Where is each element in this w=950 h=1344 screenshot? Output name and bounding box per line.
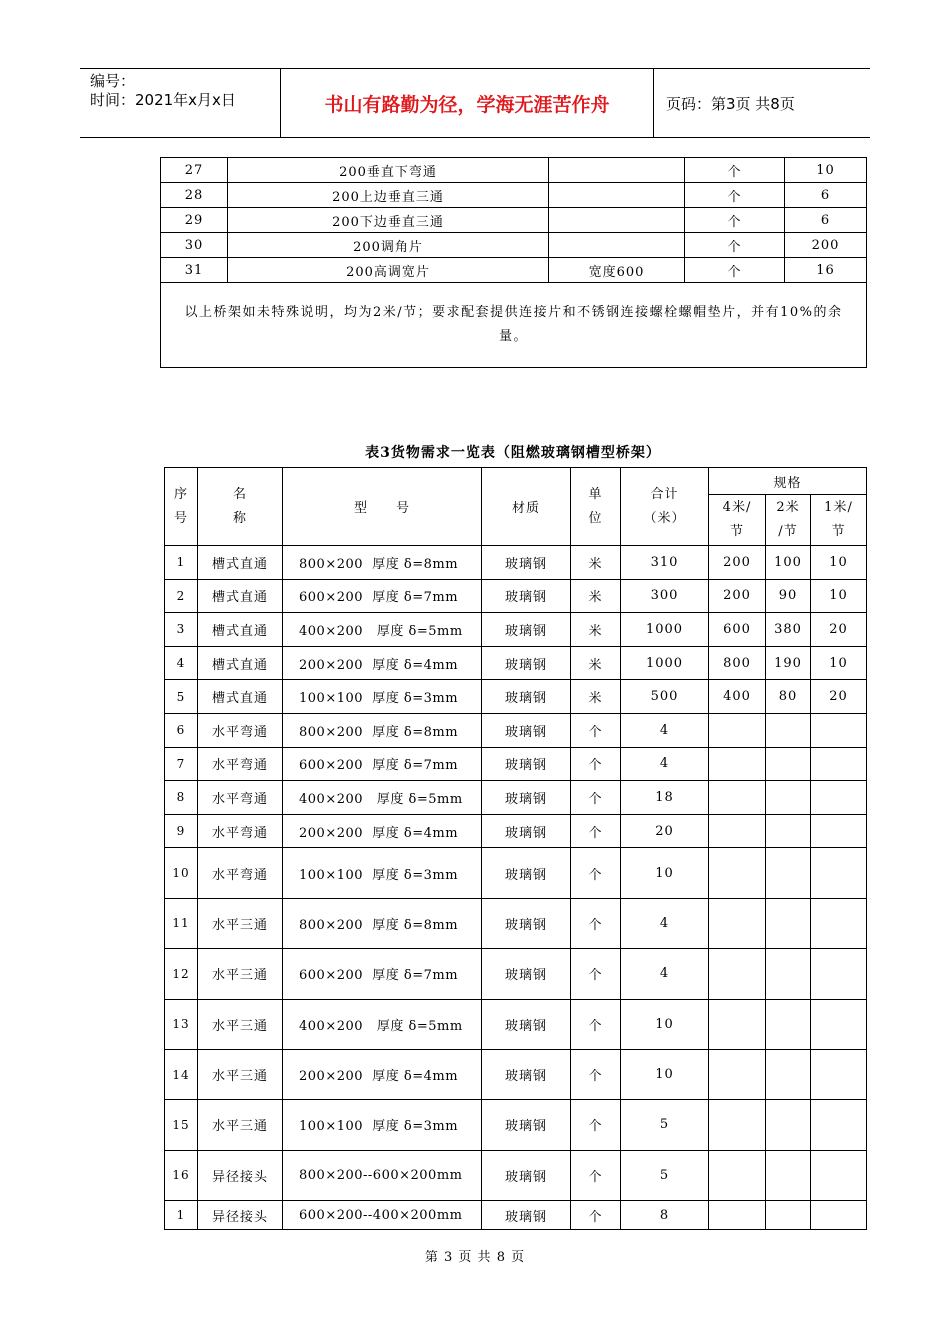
table-row <box>165 1150 867 1200</box>
cell-total: 18 <box>621 781 709 815</box>
table-note-row <box>161 283 867 368</box>
table1-body <box>161 158 867 368</box>
h-name-line: 名 <box>232 486 247 502</box>
cell-s2 <box>766 949 811 999</box>
cell-unit: 个 <box>571 781 621 815</box>
header-spec: 规格 <box>709 468 867 495</box>
cell-name: 槽式直通 <box>198 579 283 613</box>
cell-total: 1000 <box>621 613 709 647</box>
cell-s1 <box>811 1049 867 1099</box>
cell-s4 <box>709 848 766 898</box>
cell-no: 10 <box>165 848 198 898</box>
table-row <box>165 999 867 1049</box>
cell-unit: 米 <box>571 546 621 580</box>
cell-material: 玻璃钢 <box>482 680 571 714</box>
header-spec-1m <box>811 495 867 546</box>
h-s1-line: 节 <box>831 524 846 539</box>
cell-s4 <box>709 898 766 948</box>
cell-name: 水平弯通 <box>198 814 283 848</box>
cell-s1 <box>811 781 867 815</box>
cell-s2 <box>766 898 811 948</box>
cell-material: 玻璃钢 <box>482 579 571 613</box>
cell-model: 200×200 厚度 δ=4mm <box>283 646 482 680</box>
cell-s2: 90 <box>766 579 811 613</box>
cell-material: 玻璃钢 <box>482 546 571 580</box>
cell-material: 玻璃钢 <box>482 1201 571 1230</box>
table-row <box>161 233 867 258</box>
cell-s4 <box>709 713 766 747</box>
cell-model: 200×200 厚度 δ=4mm <box>283 1049 482 1099</box>
table-row <box>165 646 867 680</box>
cell-s1: 10 <box>811 646 867 680</box>
h-name-line: 称 <box>232 510 247 526</box>
cell-no: 28 <box>161 183 228 208</box>
page-header <box>80 68 870 138</box>
cell-unit: 个 <box>571 1100 621 1150</box>
cell-model: 600×200 厚度 δ=7mm <box>283 579 482 613</box>
cell-name: 水平三通 <box>198 999 283 1049</box>
cell-no: 11 <box>165 898 198 948</box>
cell-s1 <box>811 747 867 781</box>
cell-s2 <box>766 1150 811 1200</box>
header-material: 材质 <box>482 468 571 546</box>
cell-unit: 个 <box>685 158 785 183</box>
cell-s4 <box>709 1201 766 1230</box>
cell-no: 2 <box>165 579 198 613</box>
table-row <box>161 208 867 233</box>
header-unit <box>571 468 621 546</box>
cell-name: 水平三通 <box>198 949 283 999</box>
cell-name: 槽式直通 <box>198 546 283 580</box>
cell-model: 800×200 厚度 δ=8mm <box>283 713 482 747</box>
table-row <box>165 747 867 781</box>
cell-name: 水平三通 <box>198 1049 283 1099</box>
cell-total: 4 <box>621 949 709 999</box>
cell-s4 <box>709 999 766 1049</box>
cell-material: 玻璃钢 <box>482 814 571 848</box>
cell-name: 异径接头 <box>198 1201 283 1230</box>
cell-no: 13 <box>165 999 198 1049</box>
cell-model: 400×200 厚度 δ=5mm <box>283 613 482 647</box>
cell-qty: 6 <box>785 208 867 233</box>
h-total-line: 合计 <box>650 486 679 502</box>
cell-unit: 米 <box>571 680 621 714</box>
cell-name: 槽式直通 <box>198 613 283 647</box>
cell-s1 <box>811 713 867 747</box>
cell-s1: 20 <box>811 680 867 714</box>
cell-s1 <box>811 1100 867 1150</box>
h-unit-line: 单 <box>588 486 603 502</box>
table-row <box>165 781 867 815</box>
cell-s2 <box>766 1201 811 1230</box>
cell-no: 8 <box>165 781 198 815</box>
cell-no: 3 <box>165 613 198 647</box>
header-spec-4m <box>709 495 766 546</box>
cell-s4: 400 <box>709 680 766 714</box>
cell-name: 200上边垂直三通 <box>228 183 549 208</box>
cell-s2 <box>766 1049 811 1099</box>
cell-s2: 100 <box>766 546 811 580</box>
cell-name: 200垂直下弯通 <box>228 158 549 183</box>
cell-unit: 个 <box>571 999 621 1049</box>
cell-no: 16 <box>165 1150 198 1200</box>
cell-no: 7 <box>165 747 198 781</box>
cell-unit: 个 <box>571 1201 621 1230</box>
cell-model: 400×200 厚度 δ=5mm <box>283 781 482 815</box>
cell-unit: 个 <box>571 814 621 848</box>
header-motto: 书山有路勤为径，学海无涯苦作舟 <box>281 69 654 137</box>
cell-s2: 80 <box>766 680 811 714</box>
cell-model: 800×200 厚度 δ=8mm <box>283 898 482 948</box>
document-time-label: 时间：2021年x月x日 <box>90 91 236 109</box>
cell-unit: 个 <box>571 898 621 948</box>
cell-name: 槽式直通 <box>198 646 283 680</box>
h-no-line: 序 <box>173 486 188 502</box>
table-row <box>165 579 867 613</box>
cell-unit: 个 <box>571 713 621 747</box>
table3 <box>164 467 867 1230</box>
cell-name: 水平弯通 <box>198 781 283 815</box>
cell-total: 8 <box>621 1201 709 1230</box>
table-row <box>161 183 867 208</box>
cell-s1 <box>811 848 867 898</box>
cell-no: 30 <box>161 233 228 258</box>
cell-s4 <box>709 949 766 999</box>
cell-no: 5 <box>165 680 198 714</box>
cell-s4 <box>709 814 766 848</box>
cell-no: 29 <box>161 208 228 233</box>
cell-model: 800×200 厚度 δ=8mm <box>283 546 482 580</box>
cell-total: 20 <box>621 814 709 848</box>
cell-no: 14 <box>165 1049 198 1099</box>
cell-s2 <box>766 1100 811 1150</box>
cell-material: 玻璃钢 <box>482 713 571 747</box>
cell-spec <box>549 233 685 258</box>
h-s1-line: 1米/ <box>824 500 853 515</box>
cell-no: 15 <box>165 1100 198 1150</box>
header-name <box>198 468 283 546</box>
cell-s1 <box>811 898 867 948</box>
cell-s4 <box>709 1150 766 1200</box>
h-s4-line: 节 <box>729 524 744 539</box>
cell-total: 4 <box>621 713 709 747</box>
cell-spec <box>549 208 685 233</box>
table-row <box>165 1100 867 1150</box>
h-s2-line: 2米 <box>776 500 800 515</box>
h-unit-line: 位 <box>588 510 603 526</box>
page-footer: 第 3 页 共 8 页 <box>424 1250 526 1265</box>
table-row <box>161 158 867 183</box>
cell-s4: 600 <box>709 613 766 647</box>
table3-body <box>165 546 867 1230</box>
cell-unit: 个 <box>685 208 785 233</box>
h-total-line: （米） <box>643 510 686 526</box>
table-row <box>165 1049 867 1099</box>
cell-material: 玻璃钢 <box>482 781 571 815</box>
cell-s4: 200 <box>709 579 766 613</box>
table1-continuation <box>160 157 867 368</box>
cell-s1: 10 <box>811 546 867 580</box>
cell-no: 1 <box>165 1201 198 1230</box>
cell-s1: 20 <box>811 613 867 647</box>
cell-s2 <box>766 781 811 815</box>
cell-s2 <box>766 999 811 1049</box>
cell-no: 6 <box>165 713 198 747</box>
table-row <box>165 949 867 999</box>
cell-unit: 个 <box>571 949 621 999</box>
header-spec-2m <box>766 495 811 546</box>
cell-qty: 16 <box>785 258 867 283</box>
document-number-label: 编号： <box>90 72 136 90</box>
cell-model: 100×100 厚度 δ=3mm <box>283 680 482 714</box>
cell-material: 玻璃钢 <box>482 613 571 647</box>
table3-title: 表3货物需求一览表（阻燃玻璃钢槽型桥架） <box>365 445 661 461</box>
cell-s4 <box>709 1100 766 1150</box>
cell-unit: 个 <box>571 1049 621 1099</box>
cell-unit: 个 <box>571 747 621 781</box>
table-row <box>165 848 867 898</box>
cell-qty: 10 <box>785 158 867 183</box>
cell-material: 玻璃钢 <box>482 646 571 680</box>
cell-unit: 米 <box>571 579 621 613</box>
table-row <box>165 1201 867 1230</box>
cell-s1: 10 <box>811 579 867 613</box>
cell-no: 31 <box>161 258 228 283</box>
cell-unit: 个 <box>685 233 785 258</box>
cell-model: 100×100 厚度 δ=3mm <box>283 848 482 898</box>
cell-s2 <box>766 747 811 781</box>
table-row <box>161 258 867 283</box>
cell-no: 9 <box>165 814 198 848</box>
cell-s4: 800 <box>709 646 766 680</box>
cell-spec: 宽度600 <box>549 258 685 283</box>
cell-name: 异径接头 <box>198 1150 283 1200</box>
cell-name: 水平三通 <box>198 898 283 948</box>
h-s4-line: 4米/ <box>722 500 752 515</box>
table-row <box>165 713 867 747</box>
table-row <box>165 898 867 948</box>
cell-name: 水平弯通 <box>198 713 283 747</box>
cell-total: 310 <box>621 546 709 580</box>
cell-total: 4 <box>621 898 709 948</box>
cell-s1 <box>811 1150 867 1200</box>
cell-material: 玻璃钢 <box>482 898 571 948</box>
cell-model: 200×200 厚度 δ=4mm <box>283 814 482 848</box>
cell-no: 1 <box>165 546 198 580</box>
cell-unit: 米 <box>571 646 621 680</box>
table-row <box>165 680 867 714</box>
cell-s1 <box>811 814 867 848</box>
cell-unit: 个 <box>571 1150 621 1200</box>
cell-material: 玻璃钢 <box>482 1150 571 1200</box>
h-no-line: 号 <box>173 510 188 526</box>
cell-s4: 200 <box>709 546 766 580</box>
cell-no: 12 <box>165 949 198 999</box>
cell-model: 600×200--400×200mm <box>283 1201 482 1230</box>
cell-name: 200调角片 <box>228 233 549 258</box>
table1-note: 以上桥架如未特殊说明，均为2米/节；要求配套提供连接片和不锈钢连接螺栓螺帽垫片，并有10%的余量。 <box>161 283 867 368</box>
cell-qty: 200 <box>785 233 867 258</box>
cell-model: 800×200--600×200mm <box>283 1150 482 1200</box>
cell-total: 500 <box>621 680 709 714</box>
cell-s4 <box>709 1049 766 1099</box>
cell-material: 玻璃钢 <box>482 949 571 999</box>
cell-material: 玻璃钢 <box>482 999 571 1049</box>
table-row <box>165 814 867 848</box>
cell-s2 <box>766 814 811 848</box>
cell-total: 5 <box>621 1150 709 1200</box>
cell-s4 <box>709 781 766 815</box>
header-no <box>165 468 198 546</box>
cell-s4 <box>709 747 766 781</box>
cell-model: 600×200 厚度 δ=7mm <box>283 747 482 781</box>
cell-s2 <box>766 848 811 898</box>
cell-name: 200下边垂直三通 <box>228 208 549 233</box>
cell-unit: 米 <box>571 613 621 647</box>
cell-name: 水平弯通 <box>198 747 283 781</box>
h-s2-line: /节 <box>778 524 798 539</box>
cell-total: 300 <box>621 579 709 613</box>
cell-unit: 个 <box>685 258 785 283</box>
cell-total: 5 <box>621 1100 709 1150</box>
cell-spec <box>549 158 685 183</box>
cell-model: 400×200 厚度 δ=5mm <box>283 999 482 1049</box>
cell-material: 玻璃钢 <box>482 1049 571 1099</box>
cell-name: 水平弯通 <box>198 848 283 898</box>
table-row <box>165 613 867 647</box>
cell-total: 10 <box>621 1049 709 1099</box>
cell-material: 玻璃钢 <box>482 747 571 781</box>
header-info <box>80 69 281 137</box>
header-page-number: 页码：第3页 共8页 <box>666 94 795 113</box>
cell-name: 槽式直通 <box>198 680 283 714</box>
cell-total: 4 <box>621 747 709 781</box>
cell-no: 4 <box>165 646 198 680</box>
cell-s2 <box>766 713 811 747</box>
cell-total: 1000 <box>621 646 709 680</box>
cell-s2: 190 <box>766 646 811 680</box>
cell-material: 玻璃钢 <box>482 1100 571 1150</box>
cell-total: 10 <box>621 999 709 1049</box>
cell-unit: 个 <box>571 848 621 898</box>
cell-no: 27 <box>161 158 228 183</box>
cell-s1 <box>811 1201 867 1230</box>
header-total <box>621 468 709 546</box>
cell-model: 600×200 厚度 δ=7mm <box>283 949 482 999</box>
cell-name: 200高调宽片 <box>228 258 549 283</box>
cell-qty: 6 <box>785 183 867 208</box>
cell-s1 <box>811 949 867 999</box>
cell-name: 水平三通 <box>198 1100 283 1150</box>
cell-model: 100×100 厚度 δ=3mm <box>283 1100 482 1150</box>
cell-unit: 个 <box>685 183 785 208</box>
cell-s1 <box>811 999 867 1049</box>
cell-spec <box>549 183 685 208</box>
table-row <box>165 546 867 580</box>
cell-material: 玻璃钢 <box>482 848 571 898</box>
header-model: 型 号 <box>283 468 482 546</box>
cell-s2: 380 <box>766 613 811 647</box>
cell-total: 10 <box>621 848 709 898</box>
